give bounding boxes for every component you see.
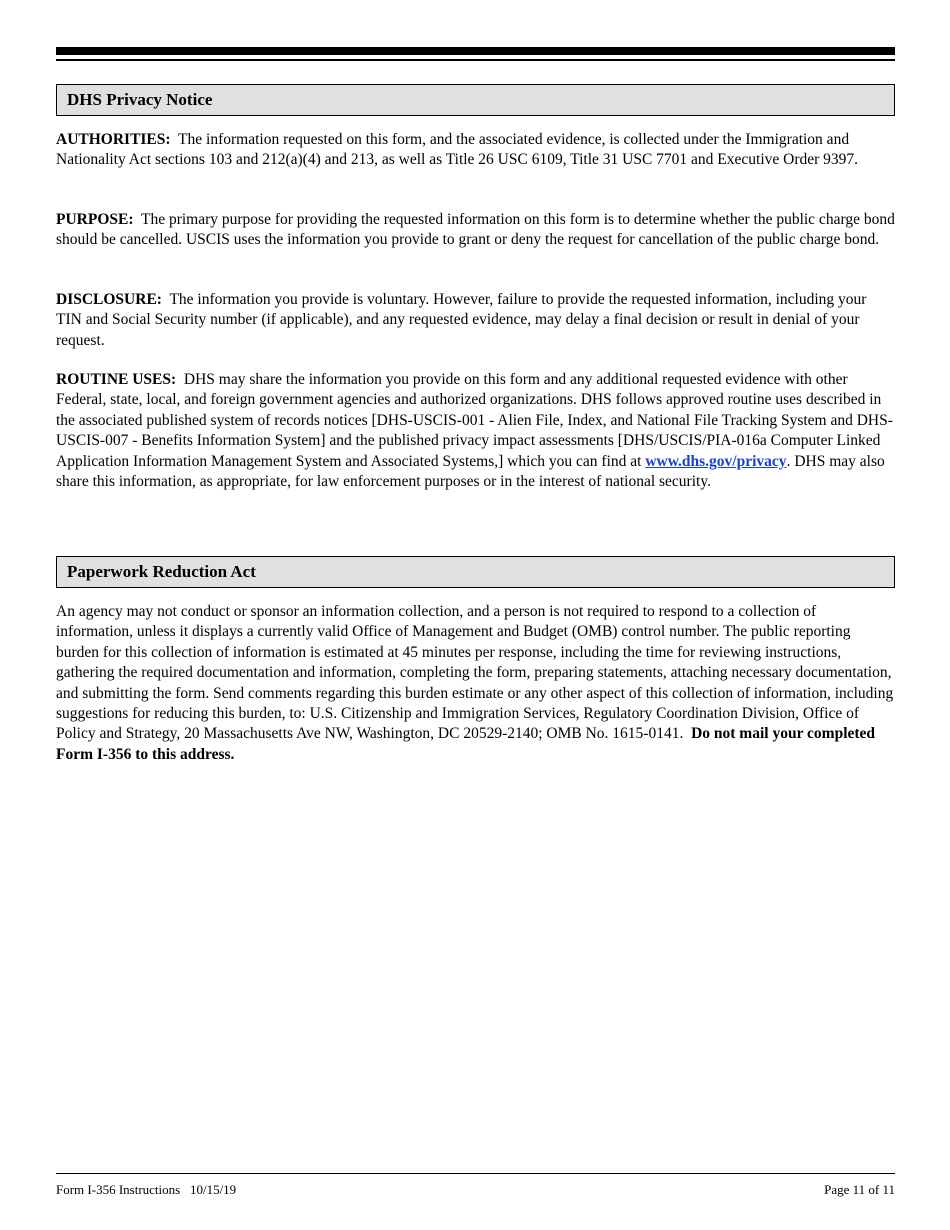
routine-uses-label: ROUTINE USES: xyxy=(56,371,177,388)
footer-page-number: Page 11 of 11 xyxy=(824,1182,895,1197)
dhs-privacy-link[interactable]: www.dhs.gov/privacy xyxy=(645,452,787,470)
paperwork-bold-notice: Do not mail your completed Form I-356 to this address. xyxy=(56,725,876,763)
header-thick-rule xyxy=(56,47,895,55)
footer-form-name: Form I-356 Instructions 10/15/19 xyxy=(56,1182,237,1197)
routine-uses-paragraph xyxy=(56,370,895,492)
authorities-label: AUTHORITIES: xyxy=(56,131,171,148)
purpose-label: PURPOSE: xyxy=(56,211,134,228)
footer-rule xyxy=(56,1173,895,1174)
disclosure-paragraph xyxy=(56,290,895,351)
document-page xyxy=(56,0,895,1230)
disclosure-label: DISCLOSURE: xyxy=(56,291,162,308)
routine-uses-text-after: . DHS may also share this information, as appropriate, for law enforcement purposes or in the interest of national security. xyxy=(56,452,885,491)
paperwork-text: An agency may not conduct or sponsor an information collection, and a person is not required to respond to a collection of information, unless it displays a currently valid Office of Management and Budget (OMB) control number. The public reporting burden for this collection of information is estimated at 45 minutes per response, including the time for reviewing instructions, gathering the required documentation and information, completing the form, preparing statements, attaching necessary documentation, and submitting the form. Send comments regarding this burden estimate or any other aspect of this collection of information, including suggestions for reducing this burden, to: U.S. Citizenship and Immigration Services, Regulatory Coordination Division, Office of Policy and Strategy, 20 Massachusetts Ave NW, Washington, DC 20529-2140; OMB No. 1615-0141. xyxy=(56,603,894,743)
authorities-paragraph xyxy=(56,130,895,171)
header-thin-rule xyxy=(56,59,895,61)
purpose-paragraph xyxy=(56,210,895,251)
routine-uses-text: DHS may share the information you provide on this form and any additional requested evidence with other Federal, state, local, and foreign government agencies and authorized organizations. DHS follows approved routine uses described in the associated published system of records notices [DHS-USCIS-001 - Alien File, Index, and National File Tracking System and DHS-USCIS-007 - Benefits Information System] and the published privacy impact assessments [DHS/USCIS/PIA-016a Computer Linked Application Information Management System and Associated Systems,] which you can find at xyxy=(56,371,893,470)
disclosure-text: The information you provide is voluntary. However, failure to provide the requested information, including your TIN and Social Security number (if applicable), and any requested evidence, may delay a final decision or result in denial of your request. xyxy=(56,291,867,349)
purpose-text: The primary purpose for providing the requested information on this form is to determine whether the public charge bond should be cancelled. USCIS uses the information you provide to grant or deny the request for cancellation of the public charge bond. xyxy=(56,211,895,249)
authorities-text: The information requested on this form, and the associated evidence, is collected under the Immigration and Nationality Act sections 103 and 212(a)(4) and 213, as well as Title 26 USC 6109, Title 31 USC 7701 and Executive Order 9397. xyxy=(56,131,859,169)
privacy-notice-heading: DHS Privacy Notice xyxy=(56,84,895,116)
paperwork-reduction-heading: Paperwork Reduction Act xyxy=(56,556,895,588)
paperwork-paragraph xyxy=(56,602,895,765)
